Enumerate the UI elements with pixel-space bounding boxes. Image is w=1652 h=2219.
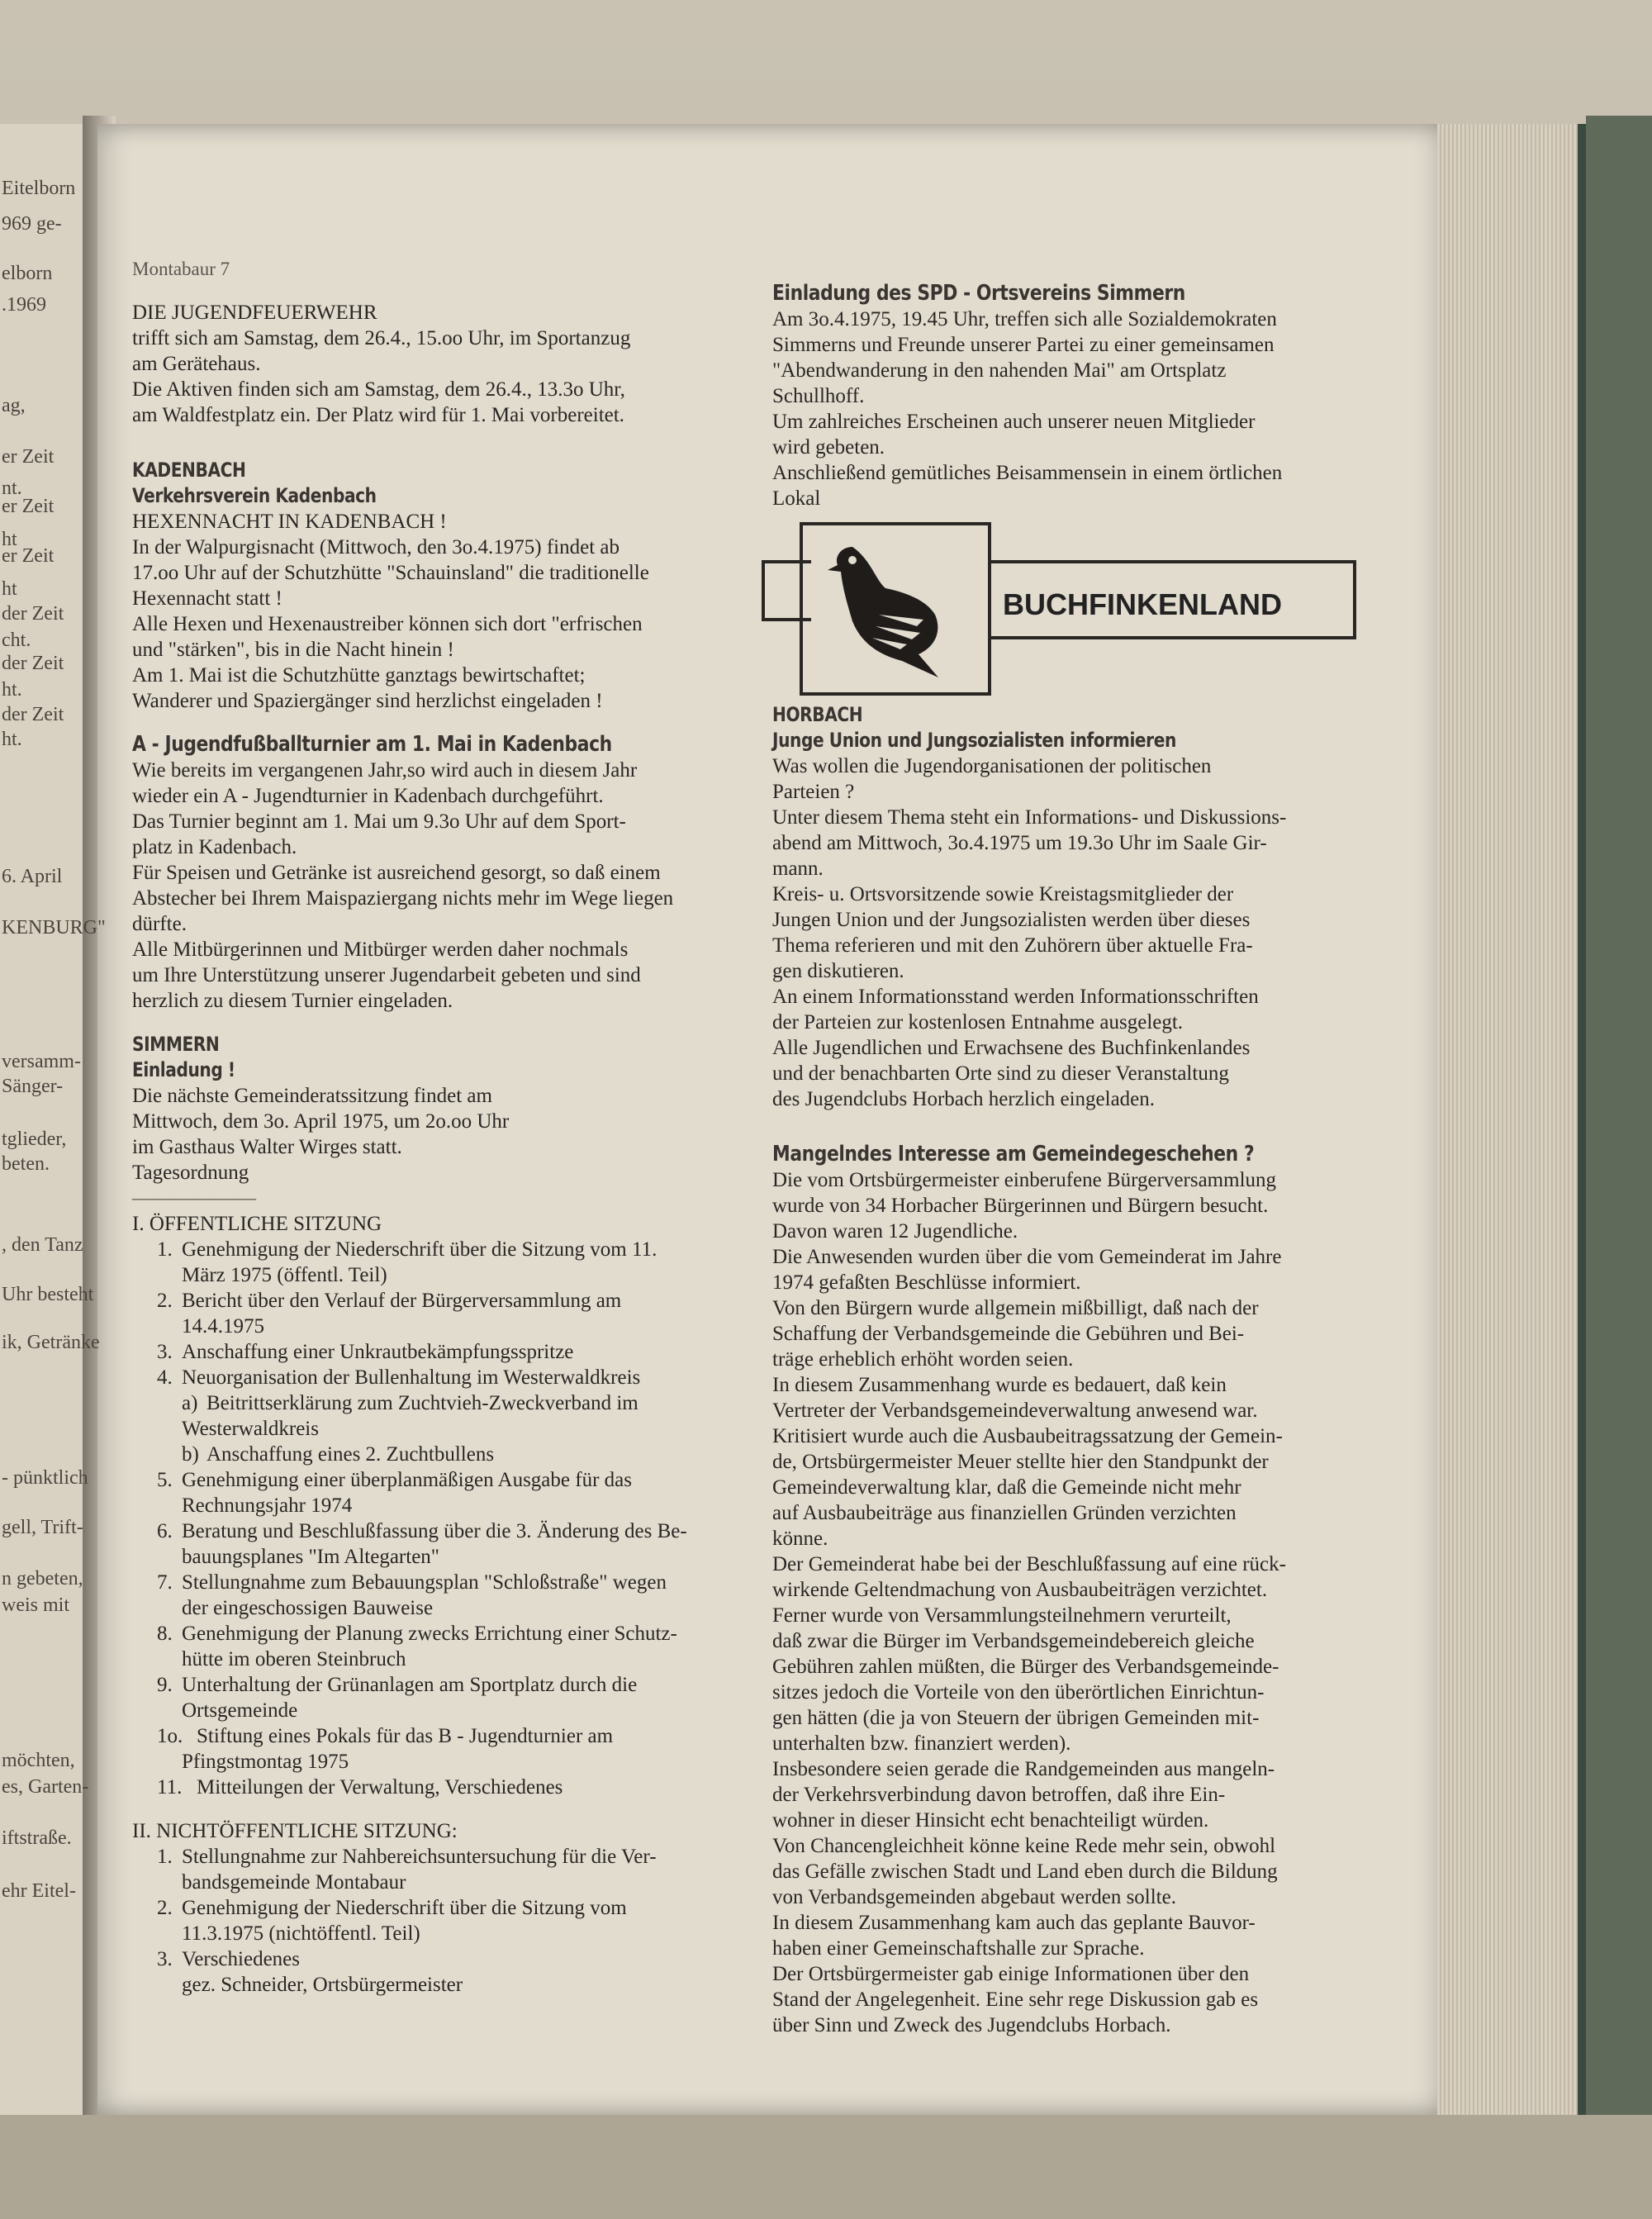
agenda-item [132, 1749, 743, 1775]
left-edge-fragment: ht [2, 578, 17, 600]
text-line: gen diskutieren. [772, 960, 904, 982]
agenda-item-number: 5. [157, 1469, 173, 1491]
text-line: Schullhoff. [772, 385, 865, 407]
agenda-item-number: 1. [157, 1846, 173, 1868]
text-line: im Gasthaus Walter Wirges statt. [132, 1136, 402, 1158]
text-line: von Verbandsgemeinden abgebaut werden sollte. [772, 1886, 1176, 1908]
text-line: Insbesondere seien gerade die Randgemeinden aus mangeln- [772, 1758, 1275, 1780]
page-label: Montabaur 7 [132, 259, 230, 279]
text-line: platz in Kadenbach. [132, 836, 297, 858]
text-line: HEXENNACHT IN KADENBACH ! [132, 511, 447, 533]
text-line: wohner in dieser Hinsicht echt benachteiligt würden. [772, 1809, 1209, 1832]
agenda-item [132, 1390, 743, 1416]
agenda-item-text: Genehmigung der Niederschrift über die Sitzung vom [182, 1897, 627, 1919]
agenda-item [132, 1518, 743, 1544]
left-edge-fragment: , den Tanz [2, 1234, 83, 1256]
agenda-item [132, 1698, 743, 1723]
left-edge-fragment: beten. [2, 1153, 50, 1175]
text-line: Kritisiert wurde auch die Ausbaubeitragssatzung der Gemein- [772, 1425, 1283, 1447]
agenda-item-text: Stiftung eines Pokals für das B - Jugendturnier am [197, 1725, 614, 1747]
left-edge-fragment: weis mit [2, 1594, 69, 1616]
text-line: Wanderer und Spaziergänger sind herzlichst eingeladen ! [132, 690, 603, 712]
text-line: In diesem Zusammenhang kam auch das geplante Bauvor- [772, 1912, 1256, 1934]
text-line: und der benachbarten Orte sind zu dieser Veranstaltung [772, 1062, 1229, 1085]
agenda-item [132, 1442, 743, 1467]
text-line: 17.oo Uhr auf der Schutzhütte "Schauinsland" die traditionelle [132, 562, 649, 584]
text-line: In diesem Zusammenhang wurde es bedauert, daß kein [772, 1374, 1227, 1396]
text-line: daß zwar die Bürger im Verbandsgemeindebereich gleiche [772, 1630, 1255, 1652]
agenda-item-number: 3. [157, 1948, 173, 1970]
text-line: Die Anwesenden wurden über die vom Gemeinderat im Jahre [772, 1246, 1282, 1268]
text-line: Um zahlreiches Erscheinen auch unserer neuen Mitglieder [772, 411, 1256, 433]
text-line: "Abendwanderung in den nahenden Mai" am Ortsplatz [772, 359, 1227, 382]
text-line: gen hätten (die ja von Steuern der übrigen Gemeinden mit- [772, 1707, 1260, 1729]
place-heading: HORBACH [772, 703, 863, 726]
article-title: Einladung des SPD - Ortsvereins Simmern [772, 281, 1185, 306]
text-line: Gebühren zahlen müßten, die Bürger des Verbandsgemeinde- [772, 1656, 1279, 1678]
article-subheading: Einladung ! [132, 1058, 235, 1081]
agenda-item-text: Ortsgemeinde [182, 1699, 298, 1722]
agenda-item-number: 9. [157, 1674, 173, 1696]
left-edge-fragment: ht [2, 529, 17, 550]
simmern-article [132, 1032, 743, 1998]
agenda-item-number: 2. [157, 1290, 173, 1312]
text-line: Schaffung der Verbandsgemeinde die Gebühren und Bei- [772, 1323, 1245, 1345]
text-line: Alle Hexen und Hexenaustreiber können sich dort "erfrischen [132, 613, 643, 635]
text-line: der Parteien zur kostenlosen Entnahme ausgelegt. [772, 1011, 1184, 1033]
text-line: auf Ausbaubeiträge aus finanziellen Gründen verzichten [772, 1502, 1237, 1524]
agenda-item-text: 11.3.1975 (nichtöffentl. Teil) [182, 1922, 420, 1945]
agenda-item-number: 1. [157, 1238, 173, 1261]
horbach-article [772, 702, 1388, 1112]
interesse-article [772, 1142, 1388, 2038]
agenda-item-text: Stellungnahme zur Nahbereichsuntersuchung für die Ver- [182, 1846, 657, 1868]
text-line: trifft sich am Samstag, dem 26.4., 15.oo Uhr, im Sportanzug [132, 327, 631, 349]
left-edge-fragment: er Zeit [2, 496, 55, 517]
text-line: Hexennacht statt ! [132, 587, 282, 610]
text-line: über Sinn und Zweck des Jugendclubs Horbach. [772, 2014, 1171, 2036]
text-line: Alle Mitbürgerinnen und Mitbürger werden daher nochmals [132, 938, 629, 961]
text-line: und "stärken", bis in die Nacht hinein ! [132, 639, 454, 661]
left-edge-fragment: Uhr besteht [2, 1284, 94, 1305]
article-subheading: Verkehrsverein Kadenbach [132, 484, 377, 507]
agenda-item-number: 2. [157, 1897, 173, 1919]
left-edge-fragment: Eitelborn [2, 178, 76, 199]
right-column [772, 281, 1388, 511]
kadenbach-article [132, 458, 743, 714]
text-line: dürfte. [132, 913, 187, 935]
agenda-item-text: Verschiedenes [182, 1948, 300, 1970]
left-edge-fragment: der Zeit [2, 704, 64, 725]
buchfinkenland-logo [762, 522, 1356, 697]
text-line: Jungen Union und der Jungsozialisten werden über dieses [772, 909, 1251, 931]
place-heading: SIMMERN [132, 1033, 220, 1056]
agenda-item-number: 8. [157, 1623, 173, 1645]
agenda-item-text: Beitrittserklärung zum Zuchtvieh-Zweckverband im [206, 1392, 638, 1414]
right-column-lower [772, 702, 1388, 2038]
article-body [772, 1167, 1388, 2038]
agenda-item-text: hütte im oberen Steinbruch [182, 1648, 406, 1670]
agenda-item-text: der eingeschossigen Bauweise [182, 1597, 434, 1619]
text-line: wirkende Geltendmachung von Ausbaubeiträgen verzichtet. [772, 1579, 1268, 1601]
text-line: des Jugendclubs Horbach herzlich eingeladen. [772, 1088, 1156, 1110]
left-edge-fragment: ehr Eitel- [2, 1880, 76, 1902]
bird-icon [828, 547, 938, 677]
agenda-item-text: Westerwaldkreis [182, 1418, 319, 1440]
left-edge-fragment: tglieder, [2, 1129, 67, 1150]
agenda-item-number: 7. [157, 1571, 173, 1594]
agenda-item [132, 1646, 743, 1672]
left-edge-fragment: .1969 [2, 294, 46, 316]
agenda-item-text: Mitteilungen der Verwaltung, Verschiedenes [197, 1776, 563, 1798]
article-body [132, 325, 743, 428]
agenda-item-number: 4. [157, 1366, 173, 1389]
text-line: das Gefälle zwischen Stadt und Land eben durch die Bildung [772, 1860, 1278, 1883]
text-line: Was wollen die Jugendorganisationen der politischen [772, 755, 1212, 777]
signature: gez. Schneider, Ortsbürgermeister [182, 1974, 463, 1996]
text-line: unterhalten bzw. finanziert werden). [772, 1732, 1071, 1755]
text-line: sitzes jedoch die Vorteile von den überörtlichen Einrichtun- [772, 1681, 1265, 1703]
left-edge-fragment: versamm- [2, 1051, 81, 1072]
text-line: Die Aktiven finden sich am Samstag, dem 26.4., 13.3o Uhr, [132, 378, 625, 401]
text-line: mann. [772, 858, 824, 880]
jugendfeuerwehr-article [132, 300, 743, 428]
text-line: de, Ortsbürgermeister Meuer stellte hier den Standpunkt der [772, 1451, 1269, 1473]
article-body [132, 758, 743, 1014]
agenda-item-number: b) [182, 1443, 199, 1466]
text-line: Kreis- u. Ortsvorsitzende sowie Kreistagsmitglieder der [772, 883, 1234, 905]
text-line: Der Ortsbürgermeister gab einige Informationen über den [772, 1963, 1250, 1985]
text-line: könne. [772, 1528, 828, 1550]
agenda-item [132, 1493, 743, 1518]
article-title: Mangelndes Interesse am Gemeindegeschehen ? [772, 1142, 1255, 1167]
agenda-item-number: 6. [157, 1520, 173, 1542]
left-edge-fragment: ik, Getränke [2, 1332, 100, 1353]
text-line: Alle Jugendlichen und Erwachsene des Buchfinkenlandes [772, 1037, 1251, 1059]
text-line: Am 3o.4.1975, 19.45 Uhr, treffen sich alle Sozialdemokraten [772, 308, 1277, 330]
text-line: Der Gemeinderat habe bei der Beschlußfassung auf eine rück- [772, 1553, 1286, 1575]
place-heading: KADENBACH [132, 459, 246, 482]
agenda-item-text: Anschaffung eines 2. Zuchtbullens [206, 1443, 495, 1466]
text-line: Die nächste Gemeinderatssitzung findet am [132, 1085, 492, 1107]
left-edge-fragment: er Zeit [2, 446, 55, 468]
text-line: Wie bereits im vergangenen Jahr,so wird auch in diesem Jahr [132, 759, 638, 782]
left-edge-fragment: iftstraße. [2, 1827, 72, 1849]
article-body [132, 509, 743, 714]
left-edge-fragment: - pünktlich [2, 1467, 88, 1489]
left-edge-fragment: 6. April [2, 866, 63, 887]
agenda-item-text: Anschaffung einer Unkrautbekämpfungsspritze [182, 1341, 574, 1363]
agenda-item [132, 1672, 743, 1698]
left-edge-fragment: cht. [2, 630, 31, 651]
left-edge-fragment: ag, [2, 395, 26, 416]
book-cover [1586, 116, 1652, 2131]
agenda-item [132, 1895, 743, 1921]
agenda-item [132, 1467, 743, 1493]
agenda-item [132, 1921, 743, 1946]
agenda-item [132, 1365, 743, 1390]
agenda-item-text: Pfingstmontag 1975 [182, 1751, 349, 1773]
text-line: Mittwoch, dem 3o. April 1975, um 2o.oo Uhr [132, 1110, 510, 1133]
left-edge-fragment: er Zeit [2, 545, 55, 567]
left-edge-fragment: elborn [2, 263, 53, 284]
text-line: am Gerätehaus. [132, 353, 261, 375]
text-line: Thema referieren und mit den Zuhörern über aktuelle Fra- [772, 934, 1253, 957]
agenda-item-text: Genehmigung der Planung zwecks Errichtung einer Schutz- [182, 1623, 677, 1645]
agenda-item-text: Genehmigung der Niederschrift über die Sitzung vom 11. [182, 1238, 657, 1261]
text-line: Von den Bürgern wurde allgemein mißbilligt, daß nach der [772, 1297, 1259, 1319]
text-line: Für Speisen und Getränke ist ausreichend gesorgt, so daß einem [132, 862, 661, 884]
left-edge-fragment: der Zeit [2, 653, 64, 674]
text-line: Unter diesem Thema steht ein Informations- und Diskussions- [772, 806, 1287, 829]
text-line: träge erheblich erhöht worden seien. [772, 1348, 1074, 1371]
agenda-heading: II. NICHTÖFFENTLICHE SITZUNG: [132, 1820, 458, 1842]
left-edge-fragment: Sänger- [2, 1076, 64, 1097]
text-line: um Ihre Unterstützung unserer Jugendarbeit gebeten und sind [132, 964, 641, 986]
agenda-heading: I. ÖFFENTLICHE SITZUNG [132, 1213, 382, 1235]
text-line: An einem Informationsstand werden Informationsschriften [772, 986, 1259, 1008]
agenda-item [132, 1262, 743, 1288]
text-line: Gemeindeverwaltung klar, daß die Gemeinde nicht mehr [772, 1476, 1241, 1499]
text-line: Tagesordnung [132, 1162, 249, 1184]
agenda-item [132, 1946, 743, 1972]
agenda-item [132, 1416, 743, 1442]
text-line: Parteien ? [772, 781, 855, 803]
text-line: herzlich zu diesem Turnier eingeladen. [132, 990, 453, 1012]
text-line: Lokal [772, 487, 821, 510]
left-edge-fragment: es, Garten- [2, 1776, 89, 1798]
text-line: Stand der Angelegenheit. Eine sehr rege Diskussion gab es [772, 1989, 1259, 2011]
agenda-item [132, 1570, 743, 1595]
agenda-list-private [132, 1844, 743, 1972]
text-line: wieder ein A - Jugendturnier in Kadenbach durchgeführt. [132, 785, 604, 807]
left-edge-fragment: ht. [2, 679, 22, 701]
text-line: haben einer Gemeinschaftshalle zur Sprache. [772, 1937, 1145, 1960]
article-subheading: Junge Union und Jungsozialisten informieren [772, 729, 1176, 752]
text-line: Simmerns und Freunde unserer Partei zu einer gemeinsamen [772, 334, 1275, 356]
article-body [772, 306, 1388, 511]
text-line: Die vom Ortsbürgermeister einberufene Bürgerversammlung [772, 1169, 1277, 1191]
agenda-list-public [132, 1237, 743, 1800]
left-edge-fragment: ht. [2, 729, 22, 750]
text-line: der Verkehrsverbindung davon betroffen, daß ihre Ein- [772, 1784, 1226, 1806]
agenda-item [132, 1621, 743, 1646]
agenda-item [132, 1314, 743, 1339]
page-edges [1437, 124, 1594, 2123]
agenda-item [132, 1544, 743, 1570]
text-line: In der Walpurgisnacht (Mittwoch, den 3o.4.1975) findet ab [132, 536, 620, 558]
logo-text: BUCHFINKENLAND [1003, 587, 1282, 621]
agenda-item [132, 1237, 743, 1262]
text-line: Ferner wurde von Versammlungsteilnehmern verurteilt, [772, 1604, 1232, 1627]
text-line: Abstecher bei Ihrem Maispaziergang nichts mehr im Wege liegen [132, 887, 674, 910]
left-edge-fragment: KENBURG" [2, 917, 106, 938]
agenda-item [132, 1595, 743, 1621]
agenda-item [132, 1339, 743, 1365]
agenda-item-text: Beratung und Beschlußfassung über die 3. Änderung des Be- [182, 1520, 687, 1542]
spd-article [772, 281, 1388, 511]
left-edge-fragment: der Zeit [2, 603, 64, 625]
left-edge-fragment: n gebeten, [2, 1568, 83, 1589]
agenda-item [132, 1723, 743, 1749]
text-line: Vertreter der Verbandsgemeindeverwaltung anwesend war. [772, 1399, 1258, 1422]
agenda-item-number: a) [182, 1392, 198, 1414]
turnier-article [132, 732, 743, 1014]
text-line: abend am Mittwoch, 3o.4.1975 um 19.3o Uhr im Saale Gir- [772, 832, 1267, 854]
agenda-item-text: Unterhaltung der Grünanlagen am Sportplatz durch die [182, 1674, 638, 1696]
agenda-item-number: 3. [157, 1341, 173, 1363]
scan-background [0, 2115, 1652, 2219]
text-line: Das Turnier beginnt am 1. Mai um 9.3o Uhr auf dem Sport- [132, 810, 626, 833]
text-line: wird gebeten. [772, 436, 885, 459]
text-line: Davon waren 12 Jugendliche. [772, 1220, 1018, 1243]
agenda-item-text: Neuorganisation der Bullenhaltung im Westerwaldkreis [182, 1366, 641, 1389]
left-edge-fragment: gell, Trift- [2, 1517, 83, 1538]
left-edge-fragment: möchten, [2, 1750, 75, 1771]
article-title: A - Jugendfußballturnier am 1. Mai in Kadenbach [132, 732, 612, 757]
left-edge-fragment: 969 ge- [2, 213, 62, 235]
article-body [132, 1083, 743, 1186]
agenda-item [132, 1288, 743, 1314]
article-title: DIE JUGENDFEUERWEHR [132, 302, 377, 324]
agenda-item [132, 1775, 743, 1800]
left-column [132, 256, 743, 1998]
agenda-item-number: 1o. [157, 1725, 183, 1747]
left-edge-fragment: nt. [2, 478, 22, 499]
text-line: am Waldfestplatz ein. Der Platz wird für 1. Mai vorbereitet. [132, 404, 624, 426]
agenda-item-text: März 1975 (öffentl. Teil) [182, 1264, 387, 1286]
article-body [772, 753, 1388, 1112]
agenda-item-text: bauungsplanes "Im Altegarten" [182, 1546, 439, 1568]
text-line: Anschließend gemütliches Beisammensein in einem örtlichen [772, 462, 1283, 484]
agenda-item-text: Genehmigung einer überplanmäßigen Ausgabe für das [182, 1469, 632, 1491]
agenda-item [132, 1844, 743, 1870]
agenda-item-number: 11. [157, 1776, 183, 1798]
agenda-item-text: Stellungnahme zum Bebauungsplan "Schloßstraße" wegen [182, 1571, 667, 1594]
agenda-item-text: Bericht über den Verlauf der Bürgerversammlung am [182, 1290, 622, 1312]
agenda-item-text: Rechnungsjahr 1974 [182, 1494, 353, 1517]
text-line: Von Chancengleichheit könne keine Rede mehr sein, obwohl [772, 1835, 1276, 1857]
separator-rule: —————— [132, 1187, 256, 1209]
agenda-item-text: bandsgemeinde Montabaur [182, 1871, 406, 1894]
text-line: Am 1. Mai ist die Schutzhütte ganztags bewirtschaftet; [132, 664, 586, 687]
agenda-item-text: 14.4.1975 [182, 1315, 264, 1338]
agenda-item [132, 1870, 743, 1895]
text-line: wurde von 34 Horbacher Bürgerinnen und Bürgern besucht. [772, 1195, 1269, 1217]
text-line: 1974 gefaßten Beschlüsse informiert. [772, 1271, 1081, 1294]
